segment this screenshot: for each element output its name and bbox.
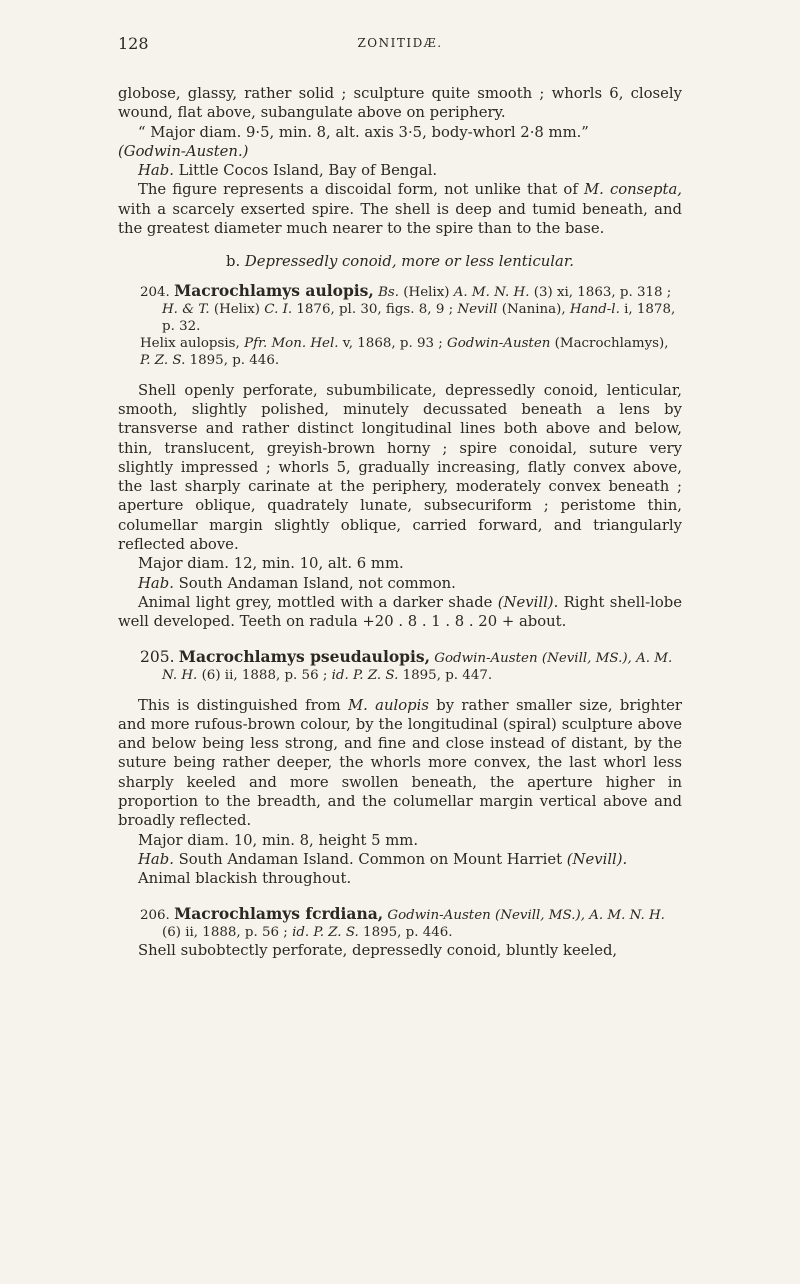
description: This is distinguished from M. aulopis by rather smaller size, brighter and more rufous-brown colour, by the longitudinal (spiral) sculpture above and below being less strong, and fine and close instead of distant, by the suture being rather deeper, the whorls more convex, the last whorl less sharply keeled and more swollen beneath, the aperture higher in proportion to the breadth, and the columellar margin vertical above and broadly reflected.: [118, 696, 682, 830]
paragraph: The figure represents a discoidal form, not unlike that of M. consepta, with a scarcely exserted spire. The shell is deep and tumid beneath, and the greatest diameter much nearer to the spire than to the base.: [118, 181, 682, 238]
synonymy: Helix aulopsis, Pfr. Mon. Hel. v, 1868, p. 93 ; Godwin-Austen (Macrochlamys), P. Z. S. 1895, p. 446.: [140, 335, 669, 368]
habitat-paragraph: Hab. Little Cocos Island, Bay of Bengal.: [138, 162, 438, 180]
running-title: ZONITIDÆ.: [357, 36, 443, 50]
habitat-paragraph: Hab. South Andaman Island. Common on Mount Harriet (Nevill).: [138, 850, 628, 868]
page-number: 128: [118, 34, 149, 53]
paragraph: “ Major diam. 9·5, min. 8, alt. axis 3·5, body-whorl 2·8 mm.” (Godwin-Austen.): [118, 123, 589, 160]
dimensions: Major diam. 10, min. 8, height 5 mm.: [138, 831, 419, 849]
species-heading: 206. Macrochlamys fcrdiana, Godwin-Austen (Nevill, MS.), A. M. N. H. (6) ii, 1888, p. 56 ; id. P. Z. S. 1895, p. 446.: [140, 903, 665, 940]
paragraph: globose, glassy, rather solid ; sculpture quite smooth ; whorls 6, closely wound, flat above, subangulate above on periphery.: [118, 85, 682, 122]
page-body: [118, 84, 682, 960]
description: Shell subobtectly perforate, depressedly conoid, bluntly keeled,: [138, 941, 618, 959]
running-head: [118, 34, 682, 56]
species-heading: 204. Macrochlamys aulopis, Bs. (Helix) A. M. N. H. (3) xi, 1863, p. 318 ; H. & T. (Helix) C. I. 1876, pl. 30, figs. 8, 9 ; Nevill (Nanina), Hand-l. i, 1878, p. 32.: [140, 280, 676, 334]
description: Shell openly perforate, subumbilicate, depressedly conoid, lenticular, smooth, slightly polished, minutely decussated beneath a lens by transverse and rather distinct longitudinal lines both above and below, thin, translucent, greyish-brown horny ; spire conoidal, suture very slightly impressed ; whorls 5, gradually increasing, flatly convex above, the last sharply carinate at the periphery, moderately convex beneath ; aperture oblique, quadrately lunate, subsecuriform ; peristome thin, columellar margin slightly oblique, carried forward, and triangularly reflected above.: [118, 381, 682, 554]
habitat-paragraph: Hab. South Andaman Island, not common.: [138, 574, 456, 592]
animal-note: Animal light grey, mottled with a darker shade (Nevill). Right shell-lobe well developed. Teeth on radula +20 . 8 . 1 . 8 . 20 + about.: [118, 593, 682, 631]
dimensions: Major diam. 12, min. 10, alt. 6 mm.: [138, 555, 404, 573]
section-heading: b. Depressedly conoid, more or less lenticular.: [225, 253, 575, 271]
species-heading: 205. Macrochlamys pseudaulopis, Godwin-Austen (Nevill, MS.), A. M. N. H. (6) ii, 1888, p. 56 ; id. P. Z. S. 1895, p. 447.: [140, 646, 673, 683]
animal-note: Animal blackish throughout.: [138, 870, 352, 888]
